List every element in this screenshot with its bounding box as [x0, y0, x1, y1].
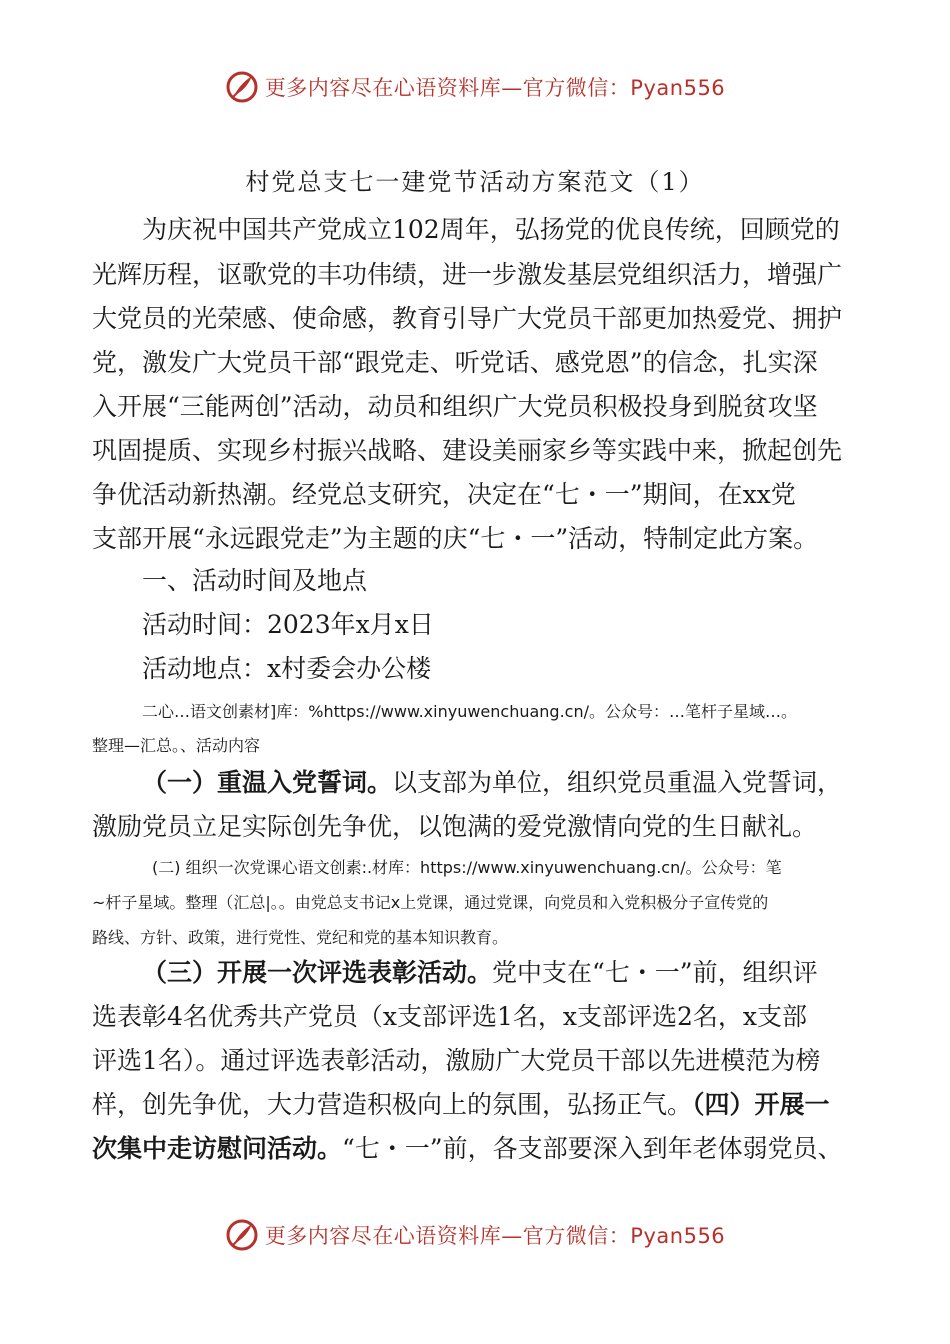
ad-line: 整理—汇总。、活动内容 [92, 736, 261, 755]
activity-place: 活动地点：x村委会办公楼 [142, 654, 432, 683]
intro-line: 党，激发广大党员干部“跟党走、听党话、感党恩”的信念，扎实深 [92, 348, 818, 377]
section-heading: 一、活动时间及地点 [142, 566, 368, 595]
item-3-line [92, 1088, 830, 1122]
intro-line: 为庆祝中国共产党成立102周年，弘扬党的优良传统，回顾党的 [142, 215, 840, 244]
item-3-line: 选表彰4名优秀共产党员（x支部评选1名，x支部评选2名，x支部 [92, 1002, 808, 1031]
item-3-heading: （三）开展一次评选表彰活动。 [142, 958, 493, 987]
item-3-text: 样，创先争优，大力营造积极向上的氛围，弘扬正气。 [92, 1090, 693, 1119]
item-1-line [142, 766, 842, 800]
item-4-text: “七・一”前，各支部要深入到年老体弱党员、 [342, 1134, 843, 1163]
item-4-line [92, 1132, 843, 1166]
activity-time: 活动时间：2023年x月x日 [142, 610, 434, 639]
item-3-line [142, 956, 818, 990]
intro-line: 巩固提质、实现乡村振兴战略、建设美丽家乡等实践中来，掀起创先 [92, 436, 843, 465]
item-4-heading: （四）开展一 [692, 1090, 830, 1119]
intro-line: 支部开展“永远跟党走”为主题的庆“七・一”活动，特制定此方案。 [92, 524, 819, 553]
quill-logo-icon [225, 70, 259, 104]
item-3-line: 评选1名）。通过评选表彰活动，激励广大党员干部以先进模范为榜 [92, 1046, 821, 1075]
document-title: 村党总支七一建党节活动方案范文（1） [245, 168, 705, 196]
watermark-text: 更多内容尽在心语资料库—官方微信：Pyan556 [264, 1224, 726, 1248]
ad-line: 二心…语文创素材]库：%https://www.xinyuwenchuang.cn/。公众号：…笔杆子星域…。 [142, 702, 798, 721]
item-2-line: 路线、方针、政策，进行党性、党纪和党的基本知识教育。 [92, 928, 509, 947]
intro-line: 大党员的光荣感、使命感，教育引导广大党员干部更加热爱党、拥护 [92, 304, 843, 333]
intro-line: 争优活动新热潮。经党总支研究，决定在“七・一”期间，在xx党 [92, 480, 796, 509]
intro-line: 光辉历程，讴歌党的丰功伟绩，进一步激发基层党组织活力，增强广 [92, 260, 843, 289]
item-1-line: 激励党员立足实际创先争优，以饱满的爱党激情向党的生日献礼。 [92, 812, 818, 841]
item-1-heading: （一）重温入党誓词。 [142, 768, 393, 797]
intro-line: 入开展“三能两创”活动，动员和组织广大党员积极投身到脱贫攻坚 [92, 392, 818, 421]
item-4-heading: 次集中走访慰问活动。 [92, 1134, 343, 1163]
watermark-banner-top [0, 70, 950, 104]
quill-logo-icon [225, 1218, 259, 1252]
watermark-text: 更多内容尽在心语资料库—官方微信：Pyan556 [264, 76, 726, 100]
item-3-text: 党中支在“七・一”前，组织评 [492, 958, 818, 987]
watermark-banner-bottom [0, 1218, 950, 1252]
item-1-text: 以支部为单位，组织党员重温入党誓词， [392, 768, 843, 797]
item-2-line: (二) 组织一次党课心语文创素:.材库：https://www.xinyuwenchuang.cn/。公众号：笔 [152, 858, 782, 877]
item-2-line: ~杆子星域。整理（汇总|。。由党总支书记x上党课，通过党课，向党员和入党积极分子宣传党的 [92, 893, 769, 912]
